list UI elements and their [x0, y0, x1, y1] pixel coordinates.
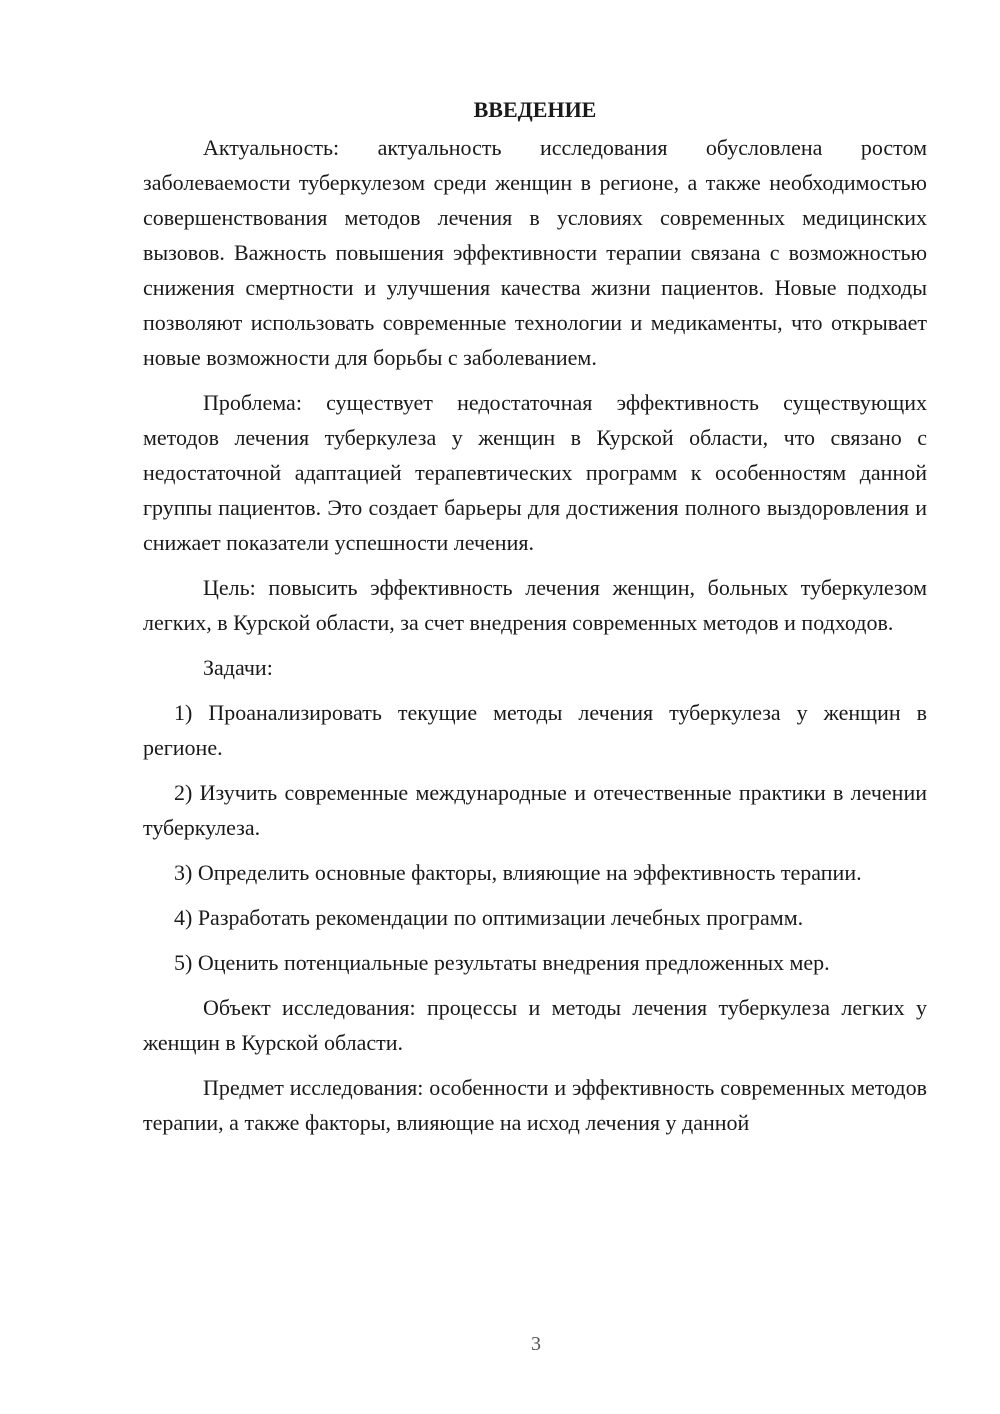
subject-paragraph: Предмет исследования: особенности и эффективность современных методов терапии, а также факторы, влияющие на исход лечения у данной — [143, 1075, 927, 1135]
task-item-5: 5) Оценить потенциальные результаты внедрения предложенных мер. — [174, 950, 830, 975]
task-item-4: 4) Разработать рекомендации по оптимизации лечебных программ. — [174, 905, 804, 930]
tasks-label: Задачи: — [203, 655, 273, 680]
object-paragraph: Объект исследования: процессы и методы лечения туберкулеза легких у женщин в Курской области. — [143, 995, 927, 1055]
task-item-2: 2) Изучить современные международные и отечественные практики в лечении туберкулеза. — [143, 780, 927, 840]
goal-paragraph: Цель: повысить эффективность лечения женщин, больных туберкулезом легких, в Курской области, за счет внедрения современных методов и подходов. — [143, 575, 927, 635]
page-title: ВВЕДЕНИЕ — [473, 97, 597, 122]
problem-paragraph: Проблема: существует недостаточная эффективность существующих методов лечения туберкулеза у женщин в Курской области, что связано с недостаточной адаптацией терапевтических программ к особенностям данной группы пациентов. Это создает барьеры для достижения полного выздоровления и снижает показатели успешности лечения. — [143, 390, 927, 555]
task-item-1: 1) Проанализировать текущие методы лечения туберкулеза у женщин в регионе. — [143, 700, 927, 760]
task-item-3: 3) Определить основные факторы, влияющие на эффективность терапии. — [174, 860, 862, 885]
page-number: 3 — [531, 1333, 541, 1355]
relevance-paragraph: Актуальность: актуальность исследования обусловлена ростом заболеваемости туберкулезом среди женщин в регионе, а также необходимостью совершенствования методов лечения в условиях современных медицинских вызовов. Важность повышения эффективности терапии связана с возможностью снижения смертности и улучшения качества жизни пациентов. Новые подходы позволяют использовать современные технологии и медикаменты, что открывает новые возможности для борьбы с заболеванием. — [143, 135, 927, 370]
page-body — [143, 92, 927, 1140]
